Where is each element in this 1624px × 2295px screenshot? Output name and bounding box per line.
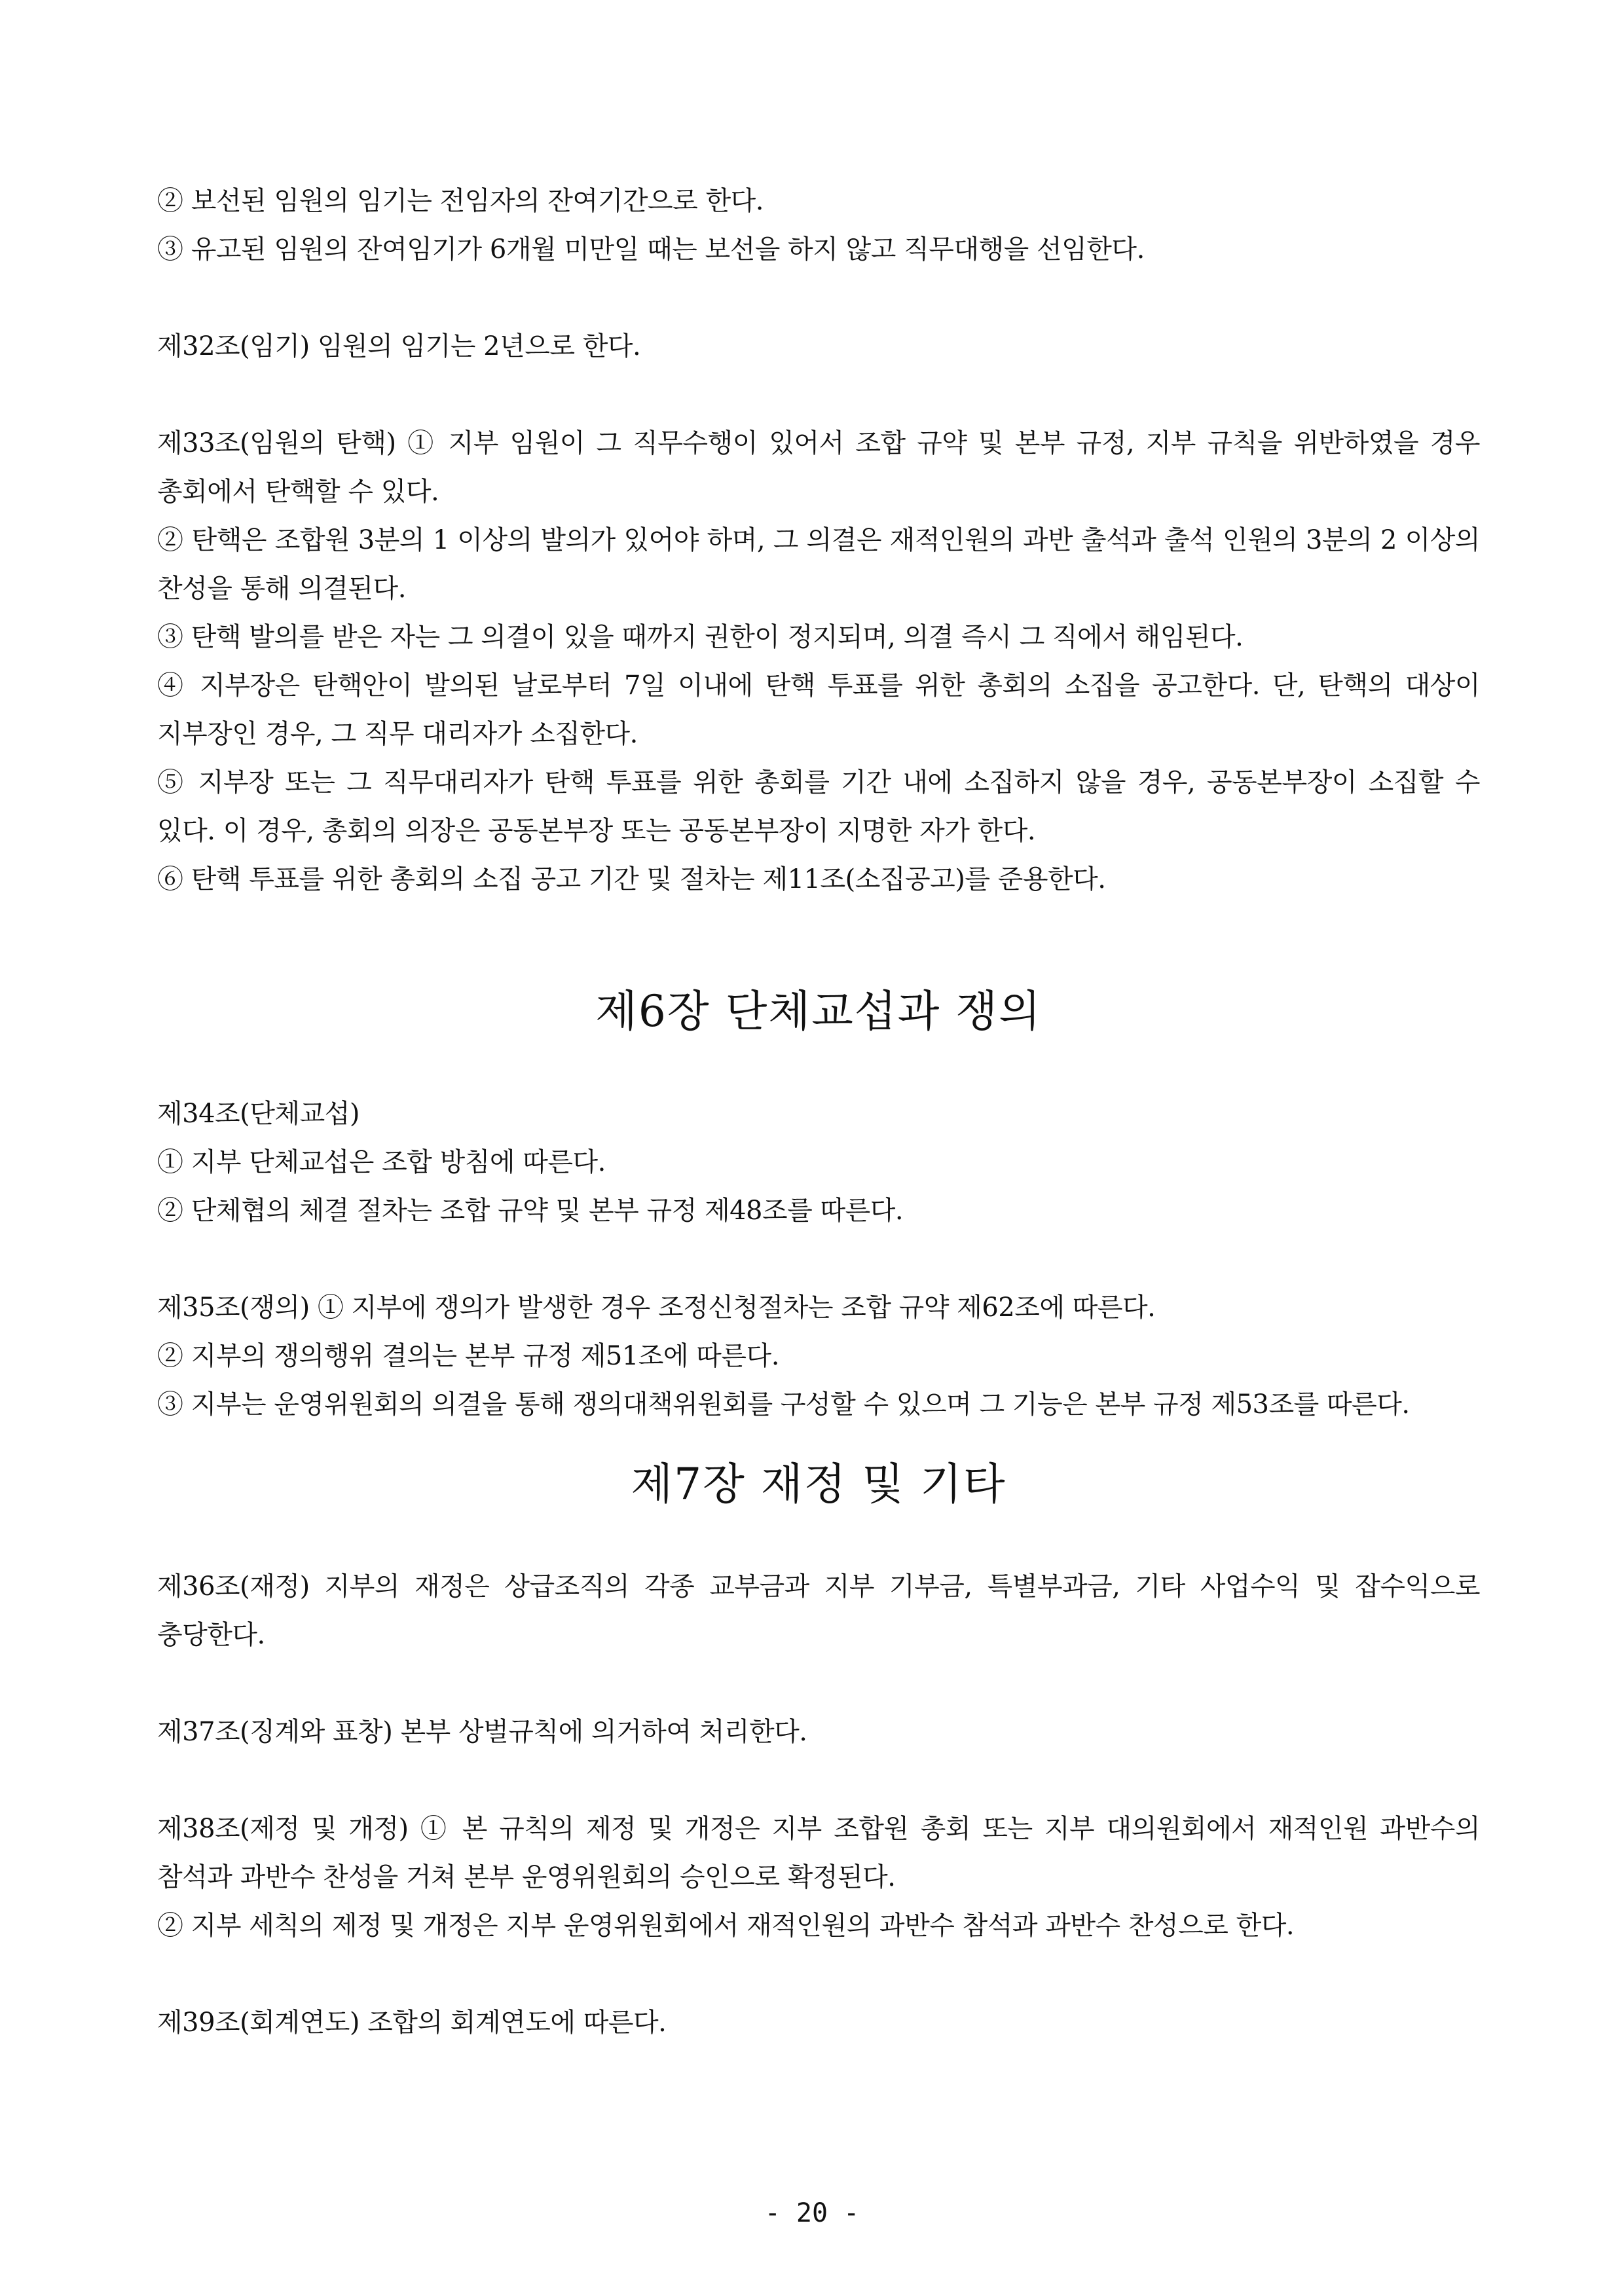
spacer (157, 904, 1480, 982)
article-38-item1: 제38조(제정 및 개정) ① 본 규칙의 제정 및 개정은 지부 조합원 총회 또는 지부 대의원회에서 재적인원 과반수의 참석과 과반수 찬성을 거쳐 본부 운영위원회의 승인으로 확정된다. (157, 1814, 1480, 1892)
article-33-item4: ④ 지부장은 탄핵안이 발의된 날로부터 7일 이내에 탄핵 투표를 위한 총회의 소집을 공고한다. 단, 탄핵의 대상이 지부장인 경우, 그 직무 대리자가 소집한다. (157, 670, 1480, 749)
article-35-item3: ③ 지부는 운영위원회의 의결을 통해 쟁의대책위원회를 구성할 수 있으며 그 기능은 본부 규정 제53조를 따른다. (157, 1389, 1410, 1420)
article-33-item5: ⑤ 지부장 또는 그 직무대리자가 탄핵 투표를 위한 총회를 기간 내에 소집하지 않을 경우, 공동본부장이 소집할 수 있다. 이 경우, 총회의 의장은 공동본부장 또는 공동본부장이 지명한 자가 한다. (157, 767, 1480, 846)
page-number: - 20 - (764, 2198, 860, 2228)
spacer (157, 1041, 1480, 1090)
article-35-item1: 제35조(쟁의) ① 지부에 쟁의가 발생한 경우 조정신청절차는 조합 규약 제62조에 따른다. (157, 1293, 1156, 1323)
article-39: 제39조(회계연도) 조합의 회계연도에 따른다. (157, 2008, 667, 2038)
paragraph-art31-item2: ② 보선된 임원의 임기는 전임자의 잔여기간으로 한다. (157, 186, 764, 216)
spacer (157, 274, 1480, 322)
spacer (157, 1235, 1480, 1283)
article-32: 제32조(임기) 임원의 임기는 2년으로 한다. (157, 331, 641, 361)
article-34-title: 제34조(단체교섭) (157, 1099, 360, 1129)
article-38-item2: ② 지부 세칙의 제정 및 개정은 지부 운영위원회에서 재적인원의 과반수 참석과 과반수 찬성으로 한다. (157, 1911, 1295, 1941)
page-content (157, 177, 1480, 2047)
article-33-item3: ③ 탄핵 발의를 받은 자는 그 의결이 있을 때까지 권한이 정지되며, 의결 즉시 그 직에서 해임된다. (157, 622, 1244, 652)
article-35-item2: ② 지부의 쟁의행위 결의는 본부 규정 제51조에 따른다. (157, 1341, 779, 1371)
paragraph-art31-item3: ③ 유고된 임원의 잔여임기가 6개월 미만일 때는 보선을 하지 않고 직무대행을 선임한다. (157, 234, 1145, 265)
article-36: 제36조(재정) 지부의 재정은 상급조직의 각종 교부금과 지부 기부금, 특별부과금, 기타 사업수익 및 잡수익으로 충당한다. (157, 1571, 1480, 1650)
article-33-item2: ② 탄핵은 조합원 3분의 1 이상의 발의가 있어야 하며, 그 의결은 재적인원의 과반 출석과 출석 인원의 3분의 2 이상의 찬성을 통해 의결된다. (157, 525, 1480, 604)
spacer (157, 1950, 1480, 1998)
spacer (157, 1659, 1480, 1708)
chapter-7-heading: 제7장 재정 및 기타 (631, 1459, 1006, 1509)
spacer (157, 1756, 1480, 1805)
article-33-item6: ⑥ 탄핵 투표를 위한 총회의 소집 공고 기간 및 절차는 제11조(소집공고)를 준용한다. (157, 864, 1106, 894)
chapter-6-heading: 제6장 단체교섭과 쟁의 (595, 986, 1042, 1037)
spacer (157, 371, 1480, 419)
article-37: 제37조(징계와 표창) 본부 상벌규칙에 의거하여 처리한다. (157, 1717, 807, 1747)
article-34-item1: ① 지부 단체교섭은 조합 방침에 따른다. (157, 1147, 606, 1177)
spacer (157, 1514, 1480, 1562)
article-33-item1: 제33조(임원의 탄핵) ① 지부 임원이 그 직무수행이 있어서 조합 규약 및 본부 규정, 지부 규칙을 위반하였을 경우 총회에서 탄핵할 수 있다. (157, 428, 1480, 507)
article-34-item2: ② 단체협의 체결 절차는 조합 규약 및 본부 규정 제48조를 따른다. (157, 1196, 904, 1226)
spacer (157, 1429, 1480, 1455)
